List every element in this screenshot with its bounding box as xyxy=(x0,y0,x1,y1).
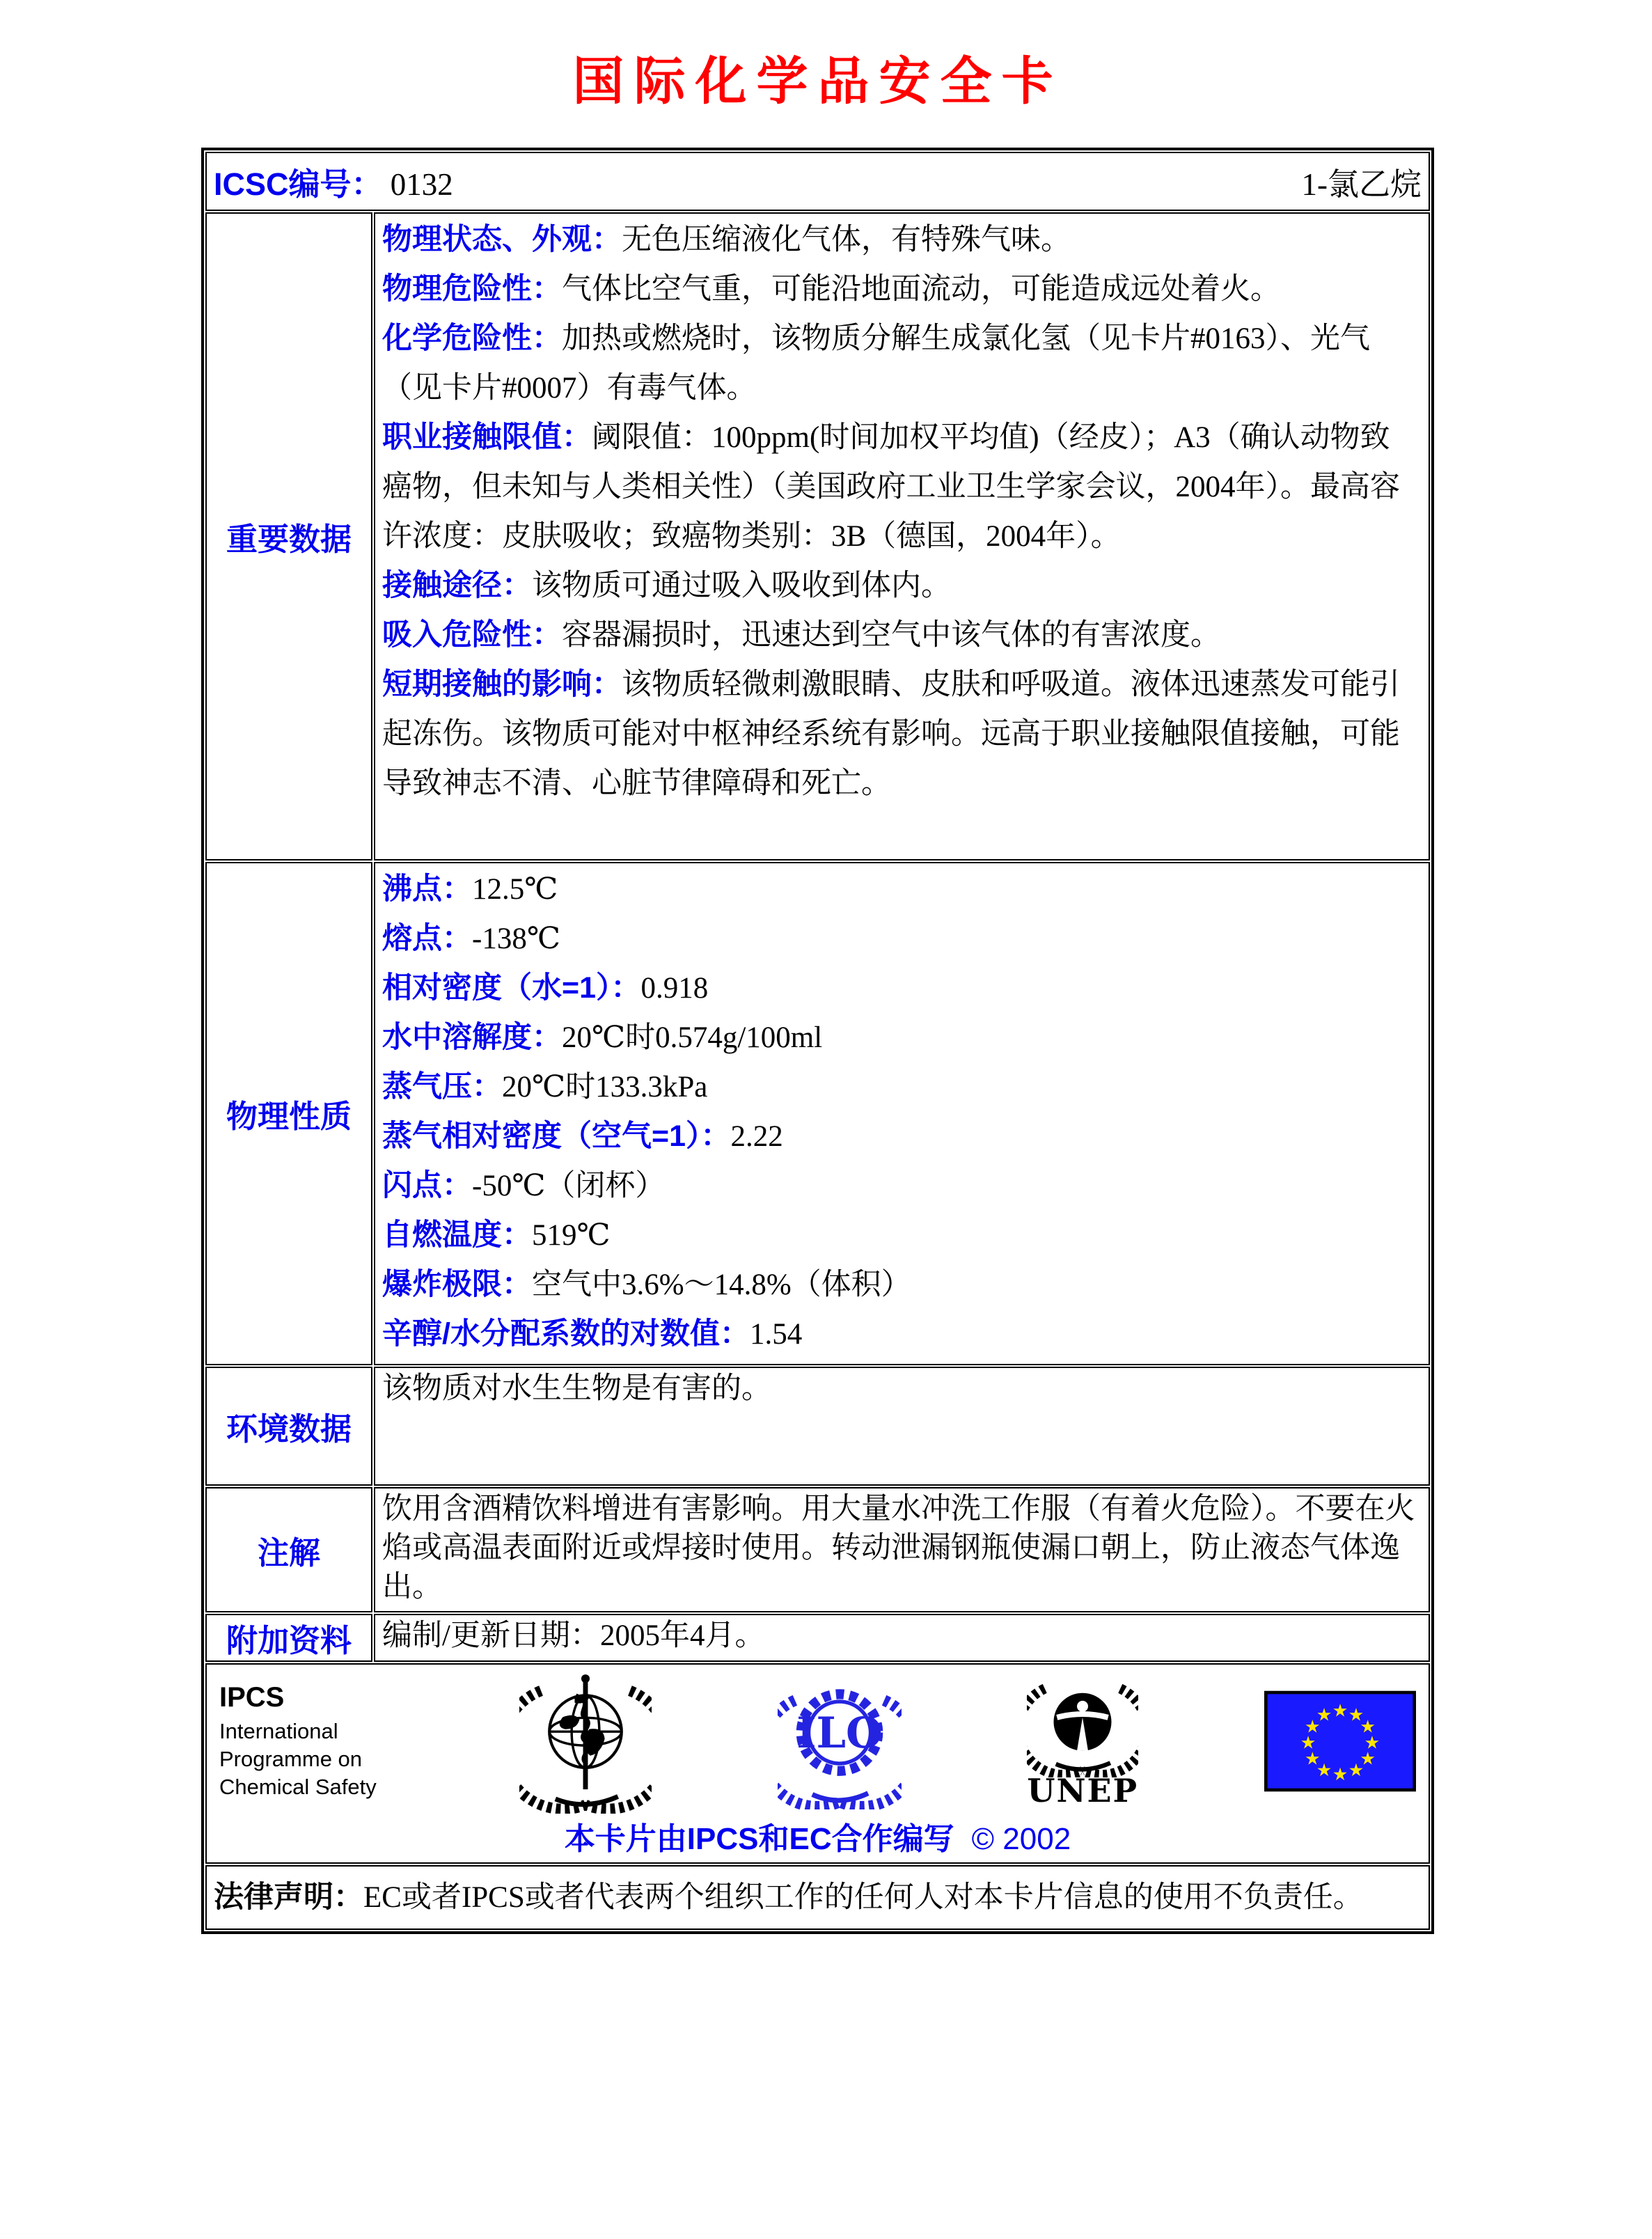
logos-row xyxy=(205,1663,1430,1864)
icsc-header-row xyxy=(205,152,1430,211)
copyright-text: © 2002 xyxy=(971,1822,1071,1856)
item-text: 该物质轻微刺激眼睛、皮肤和呼吸道。液体迅速蒸发可能引起冻伤。该物质可能对中枢神经系统有影响。远高于职业接触限值接触，可能导致神志不清、心脏节律障碍和死亡。 xyxy=(382,668,1400,800)
item-key: 职业接触限值： xyxy=(382,421,592,454)
property-value: 2.22 xyxy=(730,1120,783,1153)
property-key: 爆炸极限： xyxy=(382,1268,532,1301)
svg-text:★: ★ xyxy=(1348,1704,1364,1725)
additional-info-text: 编制/更新日期：2005年4月。 xyxy=(382,1619,765,1652)
property-row xyxy=(382,1310,1419,1359)
logos-cell xyxy=(205,1663,1430,1864)
important-data-item xyxy=(382,314,1419,413)
item-text: 无色压缩液化气体，有特殊气味。 xyxy=(622,223,1071,256)
item-text: 加热或燃烧时，该物质分解生成氯化氢（见卡片#0163）、光气（见卡片#0007）有毒气体。 xyxy=(382,322,1370,404)
property-value: -138℃ xyxy=(472,922,560,955)
property-key: 自燃温度： xyxy=(382,1218,532,1252)
svg-text:★: ★ xyxy=(1304,1748,1321,1769)
property-value: -50℃（闭杯） xyxy=(472,1170,666,1202)
property-row xyxy=(382,964,1419,1013)
item-key: 物理危险性： xyxy=(382,272,562,306)
important-data-item xyxy=(382,265,1419,314)
physical-properties-body xyxy=(374,862,1430,1365)
ipcs-logo-text xyxy=(219,1682,393,1801)
property-value: 空气中3.6%～14.8%（体积） xyxy=(532,1268,911,1301)
property-value: 12.5℃ xyxy=(472,873,558,906)
environmental-data-label: 环境数据 xyxy=(205,1367,372,1486)
svg-text:★: ★ xyxy=(1360,1748,1376,1769)
legal-body: EC或者IPCS或者代表两个组织工作的任何人对本卡片信息的使用不负责任。 xyxy=(363,1881,1363,1914)
page-title: 国际化学品安全卡 xyxy=(572,52,1063,111)
property-row xyxy=(382,1260,1419,1310)
legal-text xyxy=(214,1878,1363,1917)
environmental-data-text: 该物质对水生生物是有害的。 xyxy=(382,1372,771,1405)
important-data-item xyxy=(382,611,1419,660)
property-key: 熔点： xyxy=(382,922,472,955)
ipcs-name-line1: International xyxy=(219,1718,338,1743)
svg-text:★: ★ xyxy=(1300,1732,1316,1753)
property-value: 519℃ xyxy=(532,1219,611,1252)
item-text: 容器漏损时，迅速达到空气中该气体的有害浓度。 xyxy=(562,619,1220,652)
property-row xyxy=(382,914,1419,964)
important-data-section xyxy=(205,212,1430,861)
item-key: 吸入危险性： xyxy=(382,618,562,652)
property-key: 蒸气相对密度（空气=1）： xyxy=(382,1120,731,1153)
svg-text:★: ★ xyxy=(1316,1704,1332,1725)
property-value: 1.54 xyxy=(749,1318,803,1351)
notes-text: 饮用含酒精饮料增进有害影响。用大量水冲洗工作服（有着火危险）。不要在火焰或高温表面附近或焊接时使用。转动泄漏钢瓶使漏口朝上，防止液态气体逸出。 xyxy=(382,1493,1415,1603)
icsc-number-group xyxy=(214,159,453,204)
important-data-item xyxy=(382,413,1419,561)
important-data-item xyxy=(382,660,1419,808)
physical-properties-label: 物理性质 xyxy=(205,862,372,1365)
item-text: 气体比空气重，可能沿地面流动，可能造成远处着火。 xyxy=(562,273,1280,306)
property-row xyxy=(382,865,1419,914)
svg-text:★: ★ xyxy=(1332,1700,1348,1721)
legal-label: 法律声明： xyxy=(214,1880,363,1914)
additional-info-body xyxy=(374,1614,1430,1662)
eu-flag-icon xyxy=(1264,1690,1416,1792)
item-key: 短期接触的影响： xyxy=(382,668,622,701)
caption-text: 本卡片由IPCS和EC合作编写 xyxy=(564,1822,954,1856)
svg-text:★: ★ xyxy=(1348,1760,1364,1781)
icsc-number-value: 0132 xyxy=(390,167,453,202)
additional-info-section xyxy=(205,1614,1430,1662)
icsc-header-cell xyxy=(205,152,1430,211)
svg-text:★: ★ xyxy=(1332,1764,1348,1785)
ilo-letters: ILO xyxy=(796,1708,883,1758)
physical-properties-section xyxy=(205,862,1430,1365)
svg-text:★: ★ xyxy=(1364,1732,1380,1753)
svg-text:★: ★ xyxy=(1316,1760,1332,1781)
notes-section xyxy=(205,1487,1430,1612)
who-logo-icon xyxy=(519,1669,652,1814)
property-value: 20℃时0.574g/100ml xyxy=(562,1021,823,1054)
caption-line xyxy=(214,1814,1422,1860)
unep-logo-icon xyxy=(1027,1673,1138,1809)
item-text: 该物质可通过吸入吸收到体内。 xyxy=(532,569,951,602)
important-data-item xyxy=(382,561,1419,611)
ilo-logo-icon xyxy=(778,1673,902,1809)
unep-label: UNEP xyxy=(1027,1772,1139,1809)
legal-cell xyxy=(205,1865,1430,1930)
legal-row xyxy=(205,1865,1430,1930)
svg-text:★: ★ xyxy=(1360,1716,1376,1737)
property-key: 水中溶解度： xyxy=(382,1021,562,1054)
ipcs-acronym: IPCS xyxy=(219,1681,285,1713)
item-key: 接触途径： xyxy=(382,569,532,602)
property-key: 闪点： xyxy=(382,1169,472,1202)
icsc-number-label: ICSC编号： xyxy=(214,166,383,202)
environmental-data-section xyxy=(205,1367,1430,1486)
property-value: 20℃时133.3kPa xyxy=(502,1071,708,1103)
property-row xyxy=(382,1062,1419,1112)
chemical-name: 1-氯乙烷 xyxy=(1301,167,1422,202)
logos-line xyxy=(214,1669,1422,1814)
additional-info-label: 附加资料 xyxy=(205,1614,372,1662)
property-row xyxy=(382,1211,1419,1260)
property-row xyxy=(382,1013,1419,1062)
item-key: 化学危险性： xyxy=(382,322,562,355)
item-key: 物理状态、外观： xyxy=(382,223,622,256)
svg-text:★: ★ xyxy=(1304,1716,1321,1737)
property-key: 相对密度（水=1）： xyxy=(382,971,641,1005)
property-value: 0.918 xyxy=(640,972,709,1005)
ipcs-name-line2: Programme on xyxy=(219,1746,363,1771)
property-key: 蒸气压： xyxy=(382,1070,502,1103)
ipcs-name-line3: Chemical Safety xyxy=(219,1774,377,1799)
important-data-label: 重要数据 xyxy=(205,212,372,861)
item-text: 阈限值：100ppm(时间加权平均值)（经皮）；A3（确认动物致癌物，但未知与人类相关性）（美国政府工业卫生学家会议，2004年）。最高容许浓度：皮肤吸收；致癌物类别：3B（德国，2004年）。 xyxy=(382,421,1400,553)
notes-body xyxy=(374,1487,1430,1612)
icsc-card-table xyxy=(201,148,1434,1934)
property-row xyxy=(382,1161,1419,1211)
environmental-data-body xyxy=(374,1367,1430,1486)
card-content xyxy=(201,40,1434,1934)
important-data-item xyxy=(382,215,1419,265)
property-row xyxy=(382,1112,1419,1161)
property-key: 沸点： xyxy=(382,872,472,906)
notes-label: 注解 xyxy=(205,1487,372,1612)
important-data-body xyxy=(374,212,1430,861)
property-key: 辛醇/水分配系数的对数值： xyxy=(382,1317,750,1351)
